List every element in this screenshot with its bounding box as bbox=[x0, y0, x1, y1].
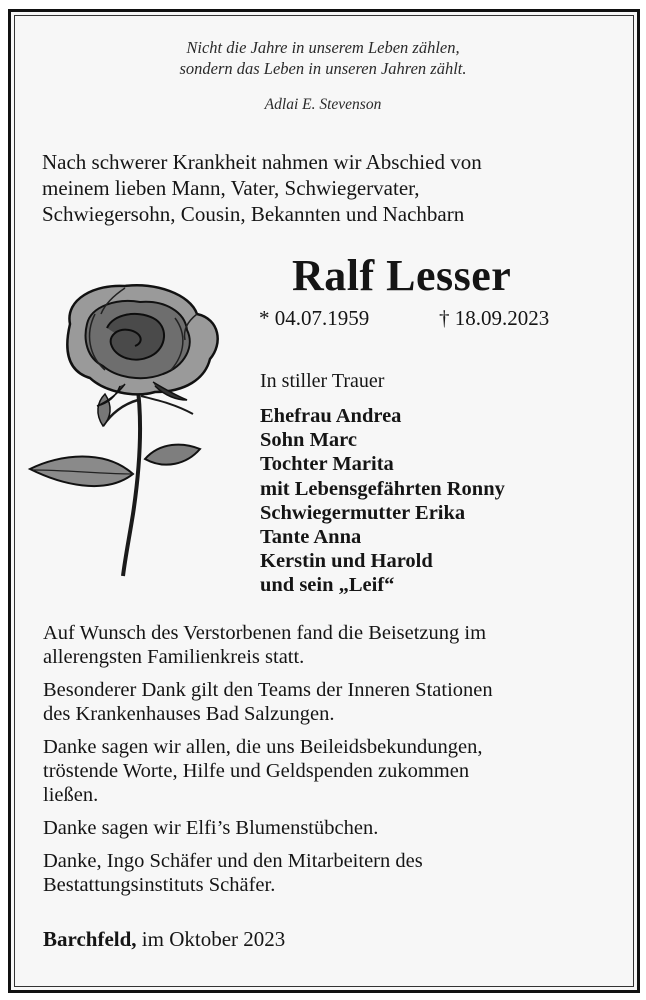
signature-place: Barchfeld, bbox=[43, 927, 137, 951]
paragraph-undertaker-thanks bbox=[43, 849, 613, 897]
deceased-name: Ralf Lesser bbox=[292, 251, 512, 300]
paragraph-hospital-thanks bbox=[43, 678, 613, 726]
motto-author: Adlai E. Stevenson bbox=[264, 96, 382, 113]
paragraph-line: Auf Wunsch des Verstorbenen fand die Beisetzung im bbox=[43, 622, 487, 644]
paragraph-line: Bestattungsinstituts Schäfer. bbox=[43, 874, 276, 896]
intro-line: meinem lieben Mann, Vater, Schwiegervater, bbox=[42, 176, 420, 200]
signature-date: im Oktober 2023 bbox=[136, 927, 286, 951]
paragraph-general-thanks bbox=[43, 735, 613, 807]
intro-line: Nach schwerer Krankheit nahmen wir Abschied von bbox=[42, 150, 482, 174]
paragraph-funeral-note bbox=[43, 621, 613, 669]
intro-text bbox=[42, 149, 612, 227]
death-date: † 18.09.2023 bbox=[439, 306, 550, 330]
paragraph-florist-thanks bbox=[43, 816, 613, 840]
paragraph-line: ließen. bbox=[43, 784, 99, 806]
paragraph-line: Danke sagen wir Elfi’s Blumenstübchen. bbox=[43, 817, 379, 839]
paragraph-line: Besonderer Dank gilt den Teams der Inneren Stationen bbox=[43, 679, 493, 701]
mourner-name: Tante Anna bbox=[260, 526, 362, 549]
mourner-name: mit Lebensgefährten Ronny bbox=[260, 477, 505, 500]
mourner-name: Schwiegermutter Erika bbox=[260, 501, 466, 524]
birth-date: * 04.07.1959 bbox=[259, 306, 370, 330]
paragraph-line: des Krankenhauses Bad Salzungen. bbox=[43, 703, 335, 725]
paragraph-line: allerengsten Familienkreis statt. bbox=[43, 646, 305, 668]
rose-icon bbox=[25, 274, 225, 579]
mourner-name: Kerstin und Harold bbox=[260, 550, 433, 573]
mourner-name: und sein „Leif“ bbox=[260, 574, 395, 597]
paragraph-line: tröstende Worte, Hilfe und Geldspenden zukommen bbox=[43, 760, 470, 782]
intro-line: Schwiegersohn, Cousin, Bekannten und Nachbarn bbox=[42, 202, 465, 226]
paragraph-line: Danke sagen wir allen, die uns Beileidsbekundungen, bbox=[43, 736, 483, 758]
mourners-list bbox=[260, 404, 505, 598]
closing-paragraphs bbox=[43, 621, 613, 906]
mourner-name: Sohn Marc bbox=[260, 429, 358, 452]
motto-quote bbox=[0, 37, 646, 79]
mourning-heading: In stiller Trauer bbox=[260, 370, 385, 392]
paragraph-line: Danke, Ingo Schäfer und den Mitarbeitern des bbox=[43, 850, 423, 872]
motto-line: sondern das Leben in unseren Jahren zählt. bbox=[179, 59, 467, 78]
motto-line: Nicht die Jahre in unserem Leben zählen, bbox=[186, 38, 460, 57]
signature-line bbox=[43, 927, 285, 952]
mourner-name: Ehefrau Andrea bbox=[260, 405, 402, 427]
mourner-name: Tochter Marita bbox=[260, 453, 394, 476]
